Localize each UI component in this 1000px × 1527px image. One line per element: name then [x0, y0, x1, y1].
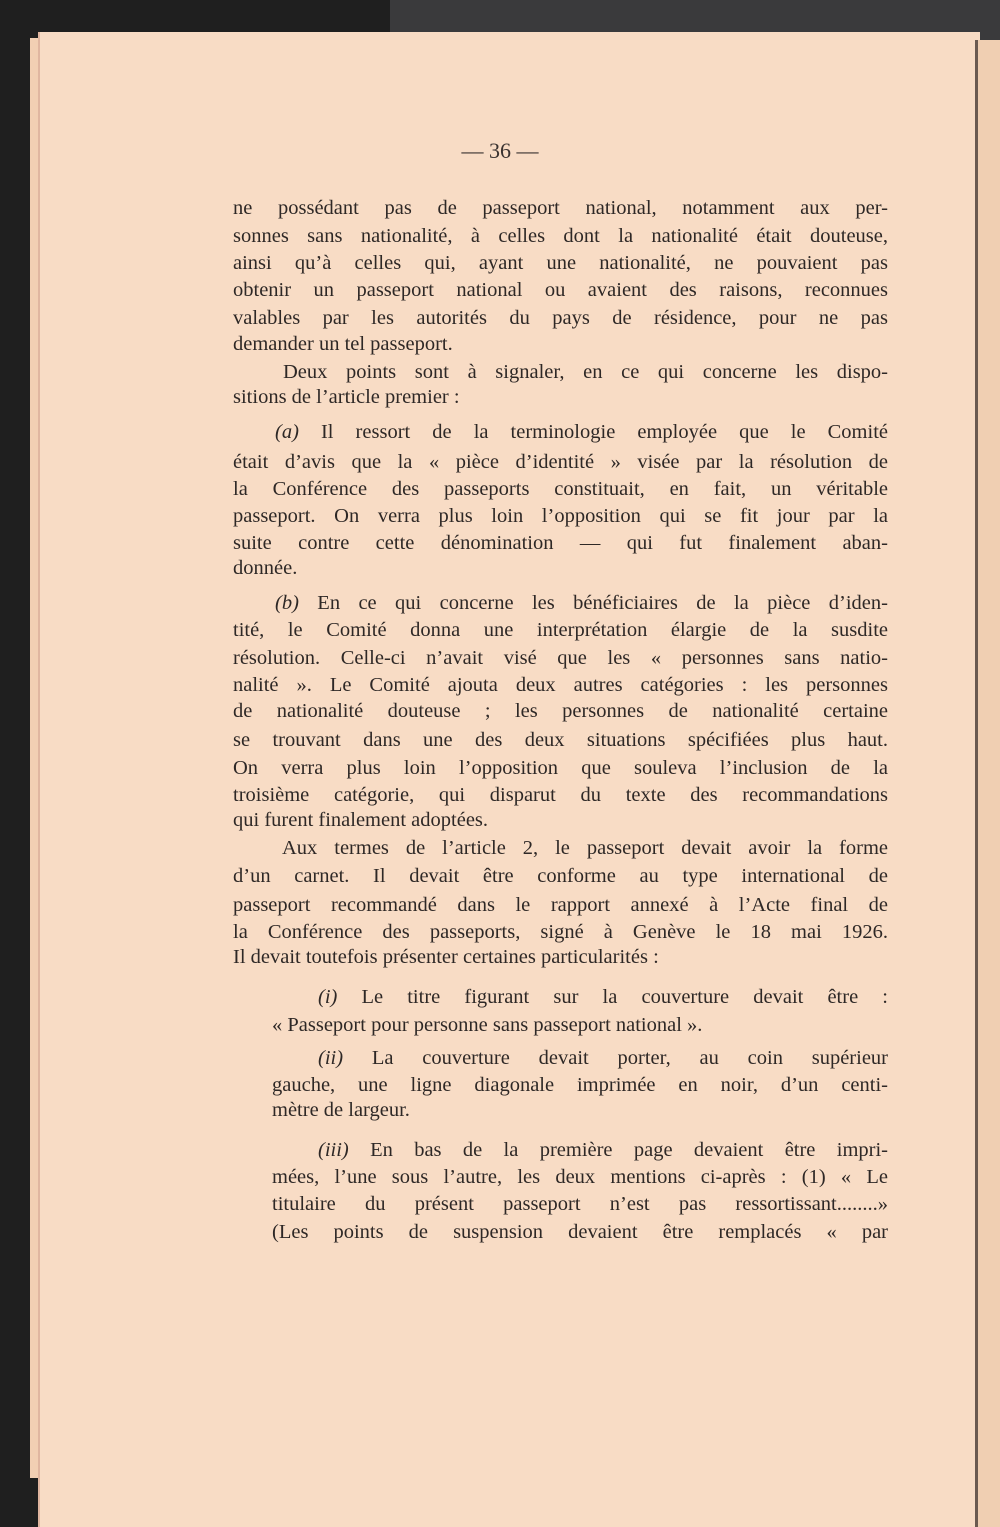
text-line: [233, 530, 888, 556]
text-line-content: [272, 1191, 888, 1217]
text-line-content: [272, 1164, 888, 1190]
text-line: [233, 476, 888, 502]
text-line: [233, 807, 888, 833]
text-line-content: [233, 944, 888, 970]
line-text: En bas de la première page devaient être impri-: [348, 1139, 888, 1161]
text-line-content: [233, 384, 888, 410]
text-line: [233, 250, 888, 276]
text-line: [233, 331, 888, 357]
text-line: [318, 1045, 888, 1071]
line-text: titulaire du présent passeport n’est pas ressortissant........»: [272, 1193, 888, 1215]
line-text: Il ressort de la terminologie employée que le Comité: [298, 421, 888, 443]
text-line-content: [233, 782, 888, 808]
text-line: [283, 359, 888, 385]
line-text: valables par les autorités du pays de résidence, pour ne pas: [233, 307, 888, 329]
text-line: [275, 590, 888, 616]
text-line-content: [283, 359, 888, 385]
text-line: [318, 984, 888, 1010]
text-line-content: [233, 755, 888, 781]
text-line: [233, 727, 888, 753]
text-line: [282, 835, 888, 861]
text-line: [233, 617, 888, 643]
text-line-content: [233, 919, 888, 945]
text-line-content: [233, 807, 888, 833]
line-text: Deux points sont à signaler, en ce qui concerne les dispo-: [283, 361, 888, 383]
line-text: troisième catégorie, qui disparut du texte des recommandations: [233, 784, 888, 806]
text-line: [233, 919, 888, 945]
text-line: [233, 645, 888, 671]
line-text: ainsi qu’à celles qui, ayant une nationalité, ne pouvaient pas: [233, 252, 888, 274]
text-line: [272, 1012, 888, 1038]
text-line: [233, 944, 888, 970]
text-line: [272, 1191, 888, 1217]
text-line-content: [233, 503, 888, 529]
text-line-content: [233, 555, 888, 581]
line-text: gauche, une ligne diagonale imprimée en noir, d’un centi-: [272, 1074, 888, 1096]
page-number: — 36 —: [461, 138, 539, 163]
line-text: la Conférence des passeports, signé à Genève le 18 mai 1926.: [233, 921, 888, 943]
text-line-content: [272, 1219, 888, 1245]
text-line-content: [233, 223, 888, 249]
text-line: [233, 672, 888, 698]
text-line-content: [272, 1097, 888, 1123]
line-text: En ce qui concerne les bénéficiaires de la pièce d’iden-: [298, 592, 888, 614]
line-text: Il devait toutefois présenter certaines particularités :: [233, 946, 659, 968]
text-line-content: [233, 277, 888, 303]
item-marker: (b): [275, 592, 299, 614]
line-text: la Conférence des passeports constituait, en fait, un véritable: [233, 478, 888, 500]
text-line-content: [233, 617, 888, 643]
text-line-content: [233, 195, 888, 221]
line-text: sonnes sans nationalité, à celles dont la nationalité était douteuse,: [233, 225, 888, 247]
text-line: [272, 1219, 888, 1245]
line-text: Aux termes de l’article 2, le passeport devait avoir la forme: [282, 837, 888, 859]
line-text: était d’avis que la « pièce d’identité » visée par la résolution de: [233, 451, 888, 473]
text-line-content: [233, 449, 888, 475]
line-text: qui furent finalement adoptées.: [233, 809, 489, 831]
text-line-content: [233, 530, 888, 556]
text-line: [233, 503, 888, 529]
line-text: sitions de l’article premier :: [233, 386, 460, 408]
text-line-content: [272, 1072, 888, 1098]
line-text: mées, l’une sous l’autre, les deux mentions ci-après : (1) « Le: [272, 1166, 888, 1188]
line-text: demander un tel passeport.: [233, 333, 453, 355]
text-line-content: [282, 835, 888, 861]
text-line-content: [233, 305, 888, 331]
line-text: On verra plus loin l’opposition que souleva l’inclusion de la: [233, 757, 888, 779]
line-text: passeport recommandé dans le rapport annexé à l’Acte final de: [233, 894, 888, 916]
text-line-content: [233, 250, 888, 276]
line-text: La couverture devait porter, au coin supérieur: [343, 1047, 888, 1069]
text-line: [233, 555, 888, 581]
line-text: obtenir un passeport national ou avaient des raisons, reconnues: [233, 279, 888, 301]
item-marker: (i): [318, 986, 338, 1008]
text-line-content: [233, 892, 888, 918]
text-line: [233, 305, 888, 331]
text-line-content: [318, 1137, 888, 1163]
text-line-content: [233, 863, 888, 889]
text-line-content: [233, 727, 888, 753]
item-marker: (ii): [318, 1047, 344, 1069]
text-line: [233, 449, 888, 475]
line-text: se trouvant dans une des deux situations spécifiées plus haut.: [233, 729, 888, 751]
text-line: [318, 1137, 888, 1163]
text-line-content: [275, 590, 888, 616]
line-text: passeport. On verra plus loin l’opposition qui se fit jour par la: [233, 505, 888, 527]
line-text: résolution. Celle-ci n’avait visé que les « personnes sans natio-: [233, 647, 888, 669]
next-page-edge: [975, 40, 1000, 1527]
line-text: d’un carnet. Il devait être conforme au type international de: [233, 865, 888, 887]
text-line-content: [233, 672, 888, 698]
text-line-content: [272, 1012, 888, 1038]
text-line: [275, 419, 888, 445]
line-text: (Les points de suspension devaient être remplacés « par: [272, 1221, 888, 1243]
text-line-content: [233, 476, 888, 502]
line-text: suite contre cette dénomination — qui fut finalement aban-: [233, 532, 888, 554]
text-line: [233, 384, 888, 410]
text-line: [272, 1072, 888, 1098]
text-line: [233, 892, 888, 918]
text-line-content: [233, 698, 888, 724]
text-line-content: [318, 984, 888, 1010]
text-line-content: [275, 419, 888, 445]
line-text: Le titre figurant sur la couverture devait être :: [337, 986, 888, 1008]
item-marker: (a): [275, 421, 299, 443]
line-text: tité, le Comité donna une interprétation élargie de la susdite: [233, 619, 888, 641]
text-line: [233, 755, 888, 781]
text-line: [272, 1164, 888, 1190]
text-line-content: [233, 645, 888, 671]
text-line: [233, 698, 888, 724]
text-line-content: [318, 1045, 888, 1071]
line-text: nalité ». Le Comité ajouta deux autres catégories : les personnes: [233, 674, 888, 696]
line-text: mètre de largeur.: [272, 1099, 410, 1121]
text-line-content: [233, 331, 888, 357]
text-line: [233, 223, 888, 249]
text-line: [272, 1097, 888, 1123]
text-line: [233, 782, 888, 808]
item-marker: (iii): [318, 1139, 349, 1161]
text-line: [233, 863, 888, 889]
line-text: « Passeport pour personne sans passeport national ».: [272, 1014, 703, 1036]
line-text: donnée.: [233, 557, 298, 579]
line-text: de nationalité douteuse ; les personnes de nationalité certaine: [233, 700, 888, 722]
text-line: [233, 277, 888, 303]
line-text: ne possédant pas de passeport national, notamment aux per-: [233, 197, 888, 219]
text-line: [233, 195, 888, 221]
